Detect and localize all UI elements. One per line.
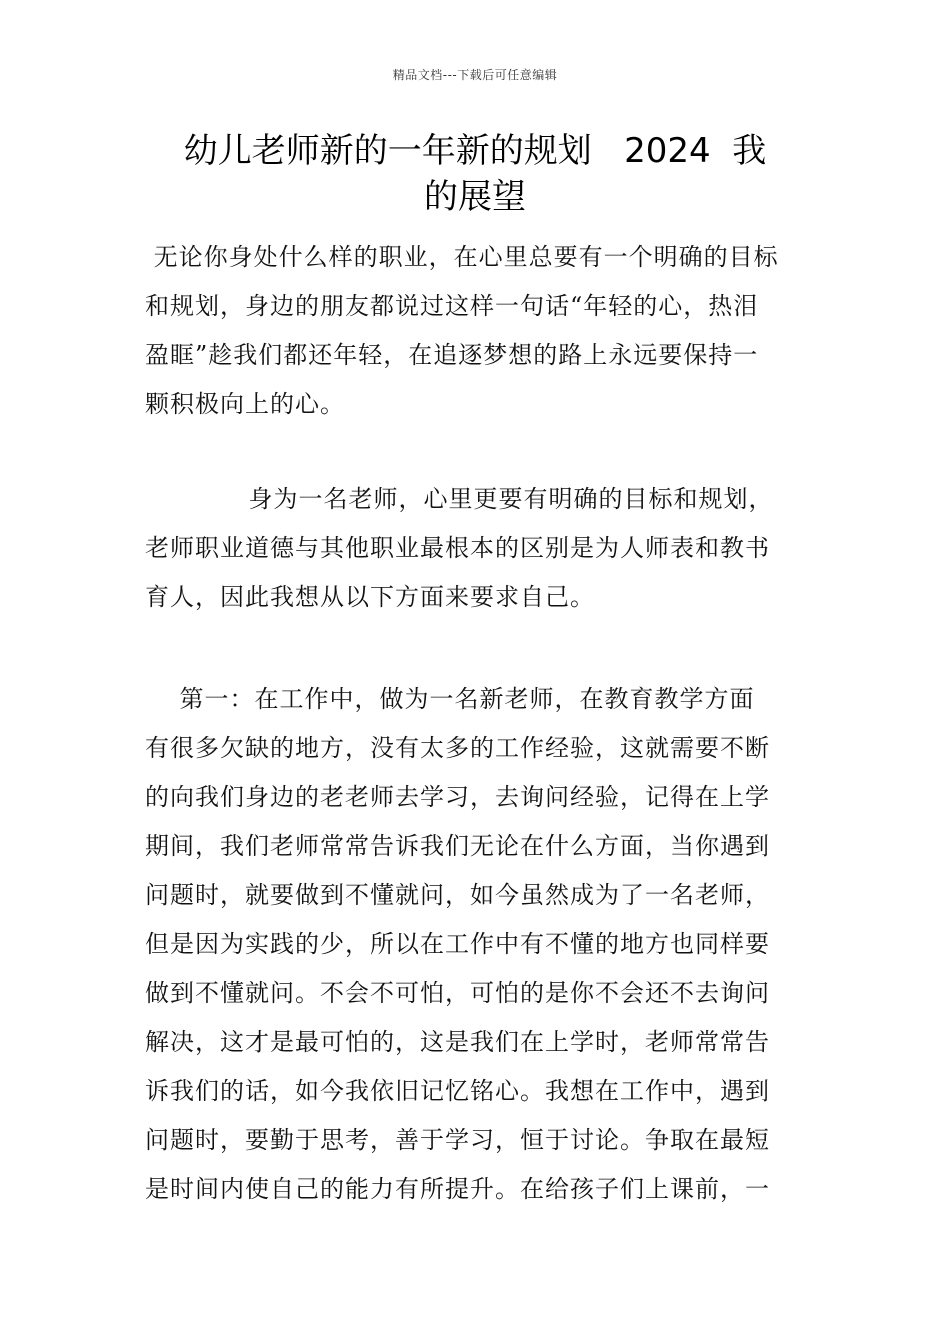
paragraph-line: 诉我们的话，如今我依旧记忆铭心。我想在工作中，遇到 xyxy=(145,1077,770,1105)
paragraph-teacher-goals xyxy=(145,475,810,622)
paragraph-line: 是时间内使自己的能力有所提升。在给孩子们上课前，一 xyxy=(145,1175,770,1203)
paragraph-line: 和规划，身边的朋友都说过这样一句话“年轻的心，热泪 xyxy=(145,292,759,320)
paragraph-first-point xyxy=(145,675,810,1214)
title-line-1: 幼儿老师新的一年新的规划 2024 我 xyxy=(183,131,767,171)
paragraph-line: 做到不懂就问。不会不可怕，可怕的是你不会还不去询问 xyxy=(145,979,770,1007)
document-title xyxy=(130,128,820,220)
paragraph-line: 期间，我们老师常常告诉我们无论在什么方面，当你遇到 xyxy=(145,832,770,860)
paragraph-line: 问题时，要勤于思考，善于学习，恒于讨论。争取在最短 xyxy=(145,1126,770,1154)
title-line-2: 的展望 xyxy=(424,177,526,217)
paragraph-line: 但是因为实践的少，所以在工作中有不懂的地方也同样要 xyxy=(145,930,770,958)
paragraph-line: 第一：在工作中，做为一名新老师，在教育教学方面 xyxy=(145,685,755,713)
header-note: 精品文档---下载后可任意编辑 xyxy=(392,68,558,82)
paragraph-line: 育人，因此我想从以下方面来要求自己。 xyxy=(145,583,595,611)
paragraph-line: 的向我们身边的老老师去学习，去询问经验，记得在上学 xyxy=(145,783,770,811)
paragraph-line: 有很多欠缺的地方，没有太多的工作经验，这就需要不断 xyxy=(145,734,770,762)
paragraph-line: 解决，这才是最可怕的，这是我们在上学时，老师常常告 xyxy=(145,1028,770,1056)
paragraph-line: 身为一名老师，心里更要有明确的目标和规划， xyxy=(145,485,774,513)
paragraph-intro xyxy=(145,233,810,429)
paragraph-line: 问题时，就要做到不懂就问，如今虽然成为了一名老师， xyxy=(145,881,770,909)
paragraph-line: 盈眶”趁我们都还年轻，在追逐梦想的路上永远要保持一 xyxy=(145,341,759,369)
paragraph-line: 老师职业道德与其他职业最根本的区别是为人师表和教书 xyxy=(145,534,770,562)
paragraph-line: 颗积极向上的心。 xyxy=(145,390,345,418)
paragraph-line: 无论你身处什么样的职业，在心里总要有一个明确的目标 xyxy=(145,243,779,271)
